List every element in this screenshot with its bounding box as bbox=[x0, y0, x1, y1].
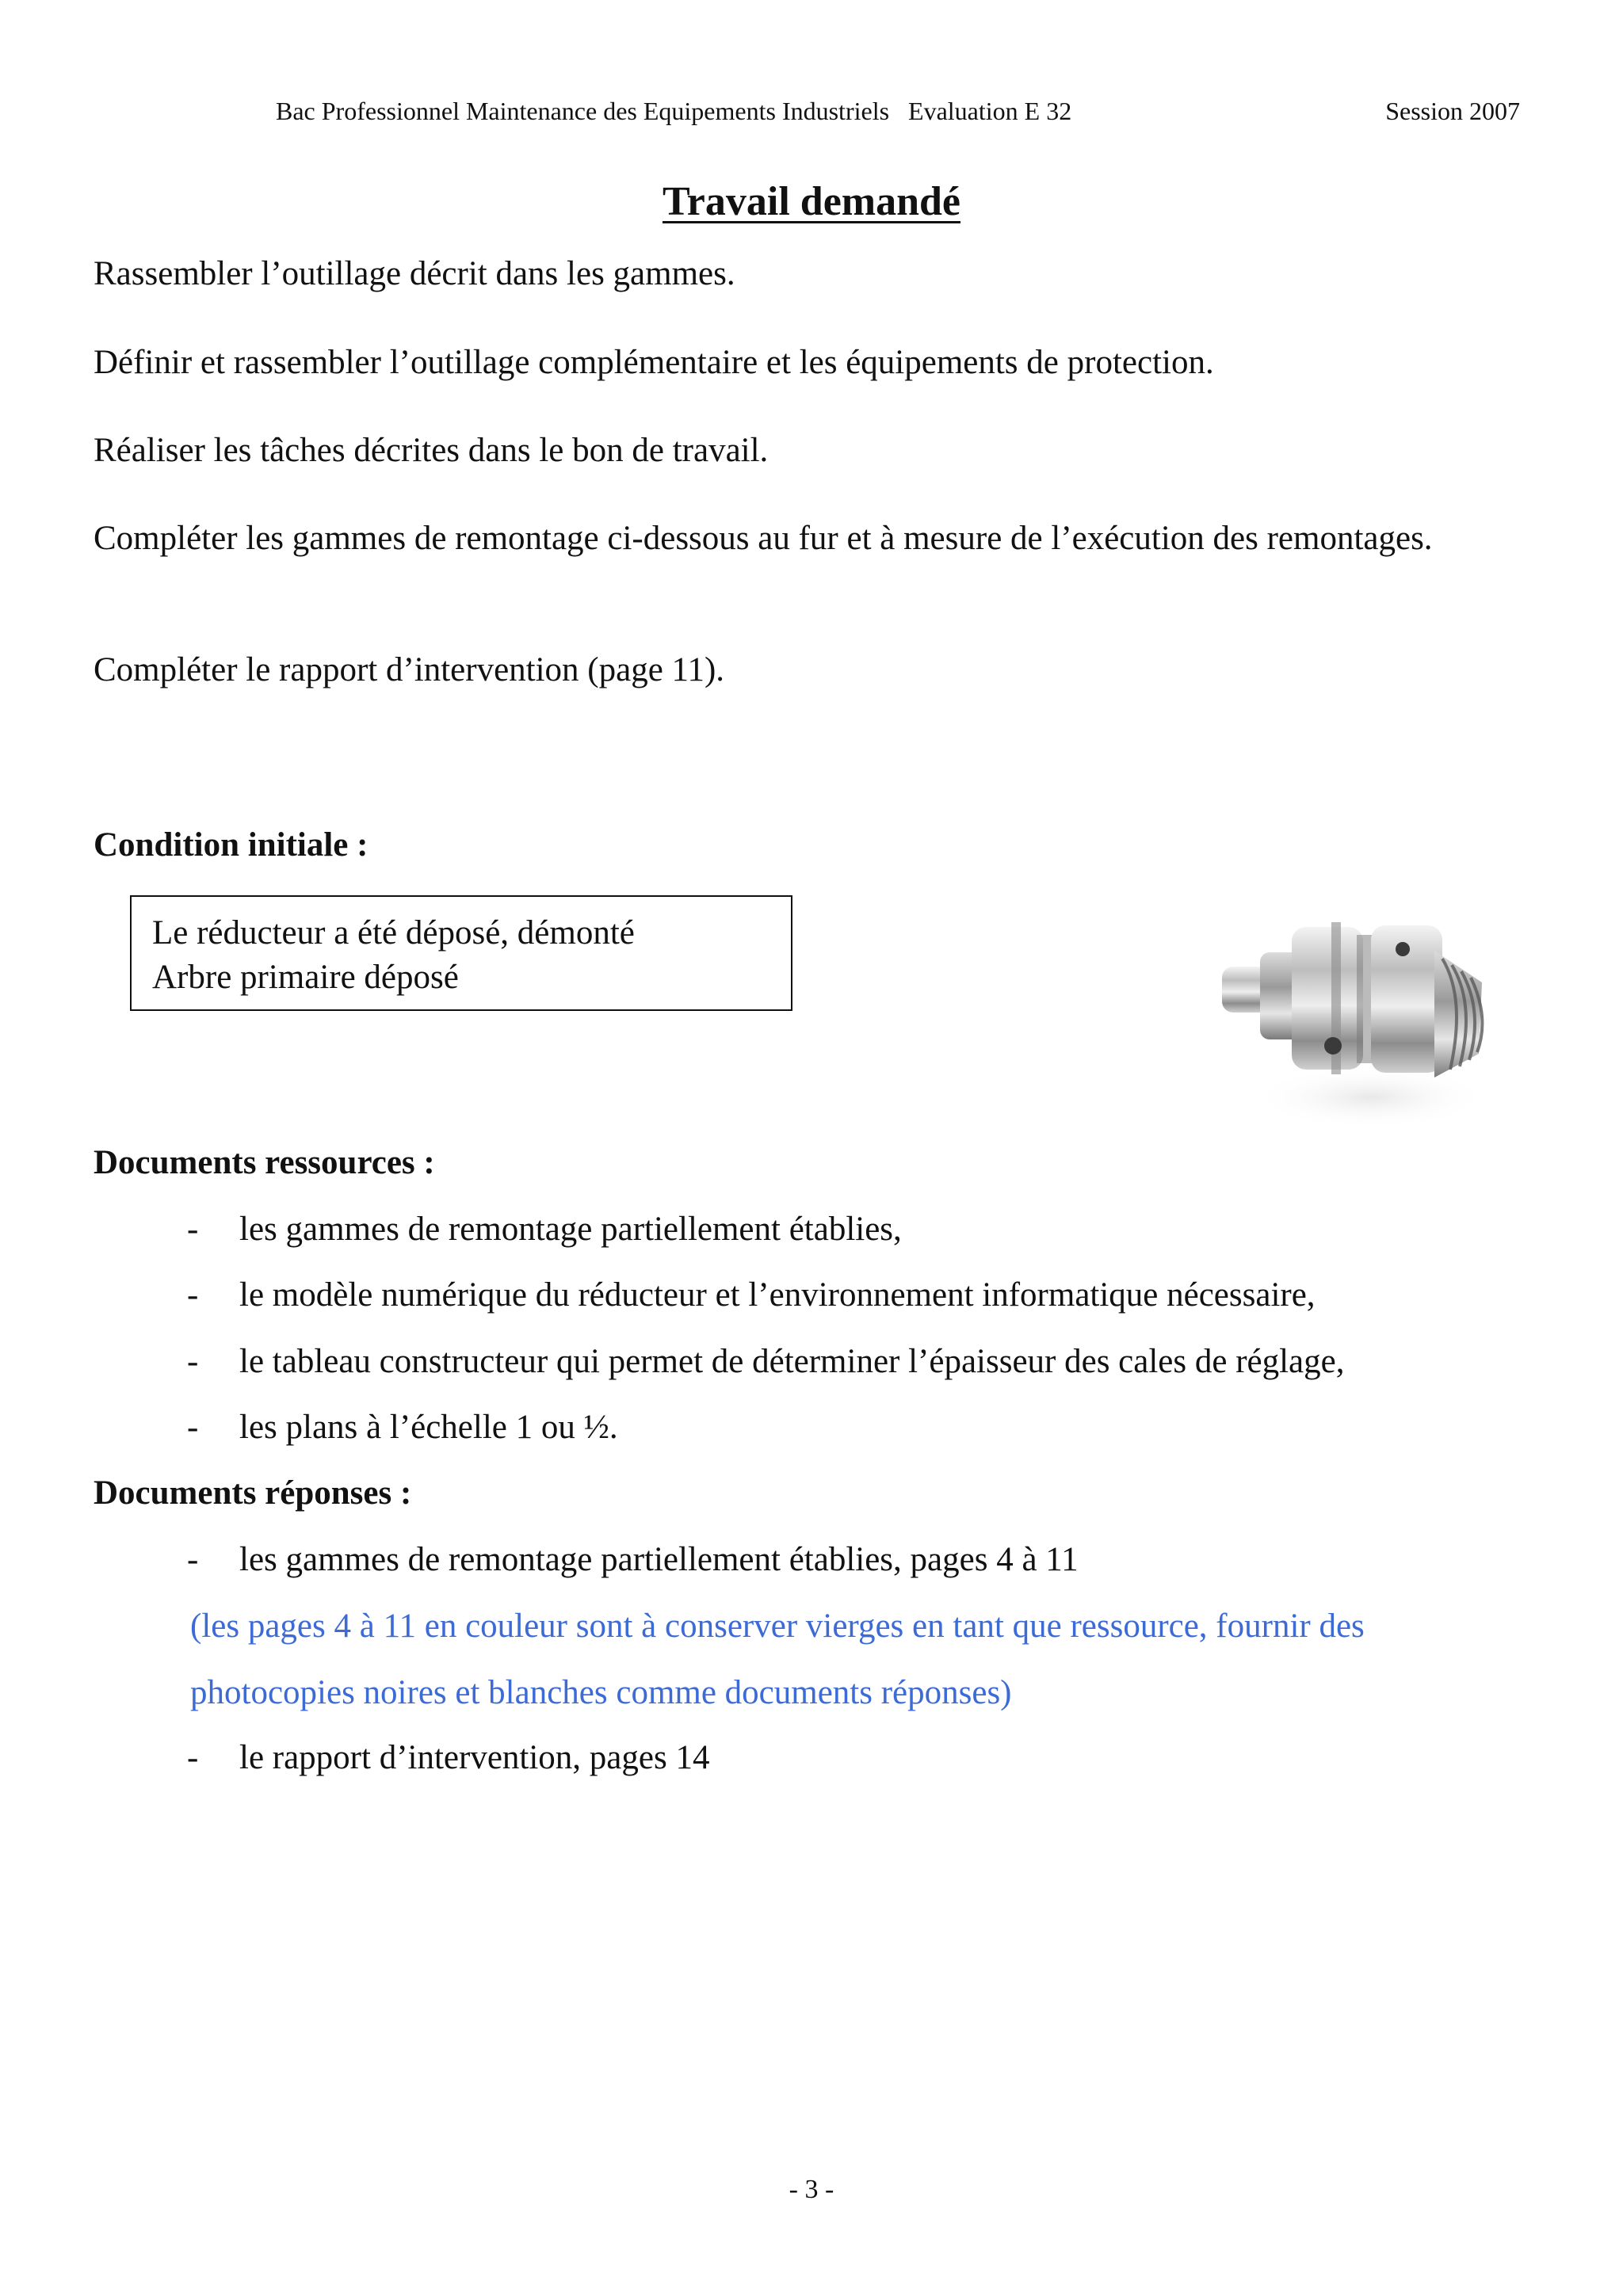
list-dash: - bbox=[187, 1343, 199, 1380]
instruction-5: Compléter le rapport d’intervention (page 11). bbox=[94, 651, 725, 688]
instruction-4: Compléter les gammes de remontage ci-dessous au fur et à mesure de l’exécution des remontages. bbox=[94, 520, 1433, 557]
instruction-2: Définir et rassembler l’outillage complémentaire et les équipements de protection. bbox=[94, 344, 1214, 381]
responses-heading: Documents réponses : bbox=[94, 1474, 412, 1512]
resources-item-3-text: le tableau constructeur qui permet de déterminer l’épaisseur des cales de réglage, bbox=[239, 1343, 1345, 1380]
resources-item-4-text: les plans à l’échelle 1 ou ½. bbox=[239, 1409, 618, 1446]
condition-box bbox=[130, 895, 792, 1011]
responses-item-1-text: les gammes de remontage partiellement établies, pages 4 à 11 bbox=[239, 1541, 1079, 1578]
resources-heading: Documents ressources : bbox=[94, 1144, 435, 1181]
page-number: - 3 - bbox=[789, 2175, 834, 2204]
condition-heading: Condition initiale : bbox=[94, 826, 369, 864]
list-dash: - bbox=[187, 1409, 199, 1446]
instruction-3: Réaliser les tâches décrites dans le bon de travail. bbox=[94, 432, 769, 469]
list-dash: - bbox=[187, 1739, 199, 1776]
resources-item-2-text: le modèle numérique du réducteur et l’environnement informatique nécessaire, bbox=[239, 1276, 1316, 1314]
list-dash: - bbox=[187, 1211, 199, 1248]
page-title: Travail demandé bbox=[662, 179, 961, 224]
list-dash: - bbox=[187, 1541, 199, 1578]
header-exam-title: Bac Professionnel Maintenance des Equipements Industriels Evaluation E 32 bbox=[276, 97, 1072, 125]
list-dash: - bbox=[187, 1276, 199, 1314]
condition-line-1: Le réducteur a été déposé, démonté bbox=[152, 914, 635, 952]
resources-item-1-text: les gammes de remontage partiellement établies, bbox=[239, 1211, 902, 1248]
header-session: Session 2007 bbox=[1385, 97, 1520, 125]
responses-item-2-text: le rapport d’intervention, pages 14 bbox=[239, 1739, 710, 1776]
responses-note: (les pages 4 à 11 en couleur sont à conserver vierges en tant que ressource, fournir des photocopies noires et blanches comme documents réponses) bbox=[190, 1608, 1365, 1711]
gear-shaft-photo bbox=[1212, 887, 1498, 1133]
instruction-1: Rassembler l’outillage décrit dans les gammes. bbox=[94, 255, 735, 292]
condition-line-2: Arbre primaire déposé bbox=[152, 959, 459, 996]
